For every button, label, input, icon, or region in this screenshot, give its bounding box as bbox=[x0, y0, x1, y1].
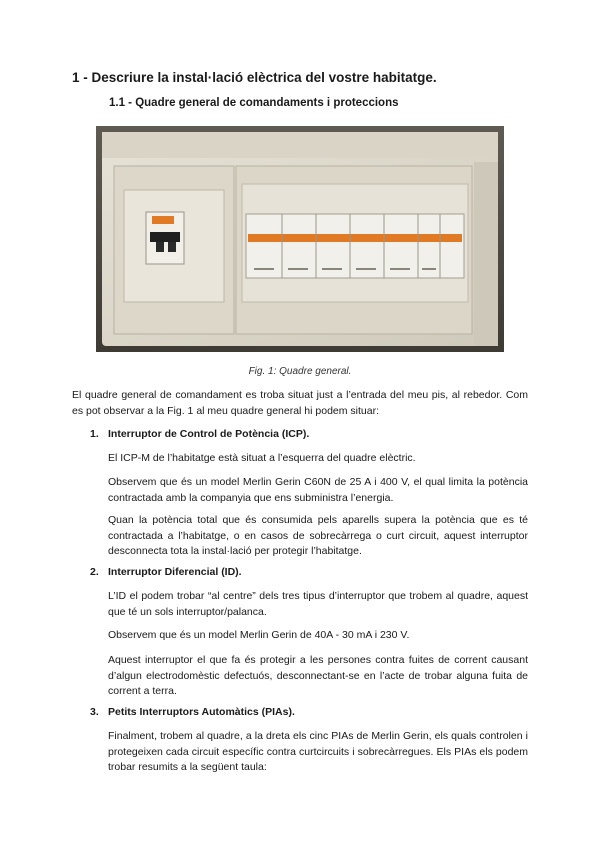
paragraph: L’ID el podem trobar “al centre” dels tres tipus d’interruptor que trobem al quadre, aquest que té un sols interruptor/palanca. bbox=[108, 590, 528, 618]
paragraph: Observem que és un model Merlin Gerin C60N de 25 A i 400 V, el qual limita la potència contractada amb la companyia que ens subministra l’energia. bbox=[108, 476, 528, 504]
list-title: Petits Interruptors Automàtics (PIAs). bbox=[108, 706, 295, 718]
list-item-heading-pias bbox=[90, 706, 295, 718]
figure-caption: Fig. 1: Quadre general. bbox=[248, 366, 352, 377]
list-number: 2. bbox=[90, 566, 99, 578]
list-item-heading-id bbox=[90, 566, 242, 578]
intro-paragraph: El quadre general de comandament es troba situat just a l’entrada del meu pis, al rebedor. Com es pot observar a la Fig. 1 al meu quadre general hi podem situar: bbox=[72, 389, 528, 417]
electrical-panel-photo bbox=[96, 126, 504, 352]
list-number: 3. bbox=[90, 706, 99, 718]
list-number: 1. bbox=[90, 428, 99, 440]
subsection-heading: 1.1 - Quadre general de comandaments i proteccions bbox=[109, 97, 399, 109]
list-title: Interruptor Diferencial (ID). bbox=[108, 566, 242, 578]
section-heading: 1 - Descriure la instal·lació elèctrica del vostre habitatge. bbox=[72, 70, 437, 85]
paragraph: Finalment, trobem al quadre, a la dreta els cinc PIAs de Merlin Gerin, els quals controlen i protegeixen cada circuit específic contra curtcircuits i sobrecàrregues. Els PIAs els podem trobar resumits a la següent taula: bbox=[108, 730, 528, 773]
list-title: Interruptor de Control de Potència (ICP). bbox=[108, 428, 310, 440]
paragraph: Observem que és un model Merlin Gerin de 40A - 30 mA i 230 V. bbox=[108, 629, 410, 641]
paragraph: Quan la potència total que és consumida pels aparells supera la potència que es té contractada a l’habitatge, o en casos de sobrecàrrega o curt circuit, aquest interruptor desconnecta tota la instal·lació per protegir l’habitatge. bbox=[108, 514, 528, 557]
list-item-heading-icp bbox=[90, 428, 309, 440]
paragraph: Aquest interruptor el que fa és protegir a les persones contra fuites de corrent causant d’algun electrodomèstic defectuós, desconnectant-se en l’acte de trobar alguna fuita de corrent a terra. bbox=[108, 654, 528, 697]
paragraph: El ICP-M de l’habitatge està situat a l’esquerra del quadre elèctric. bbox=[108, 452, 416, 464]
